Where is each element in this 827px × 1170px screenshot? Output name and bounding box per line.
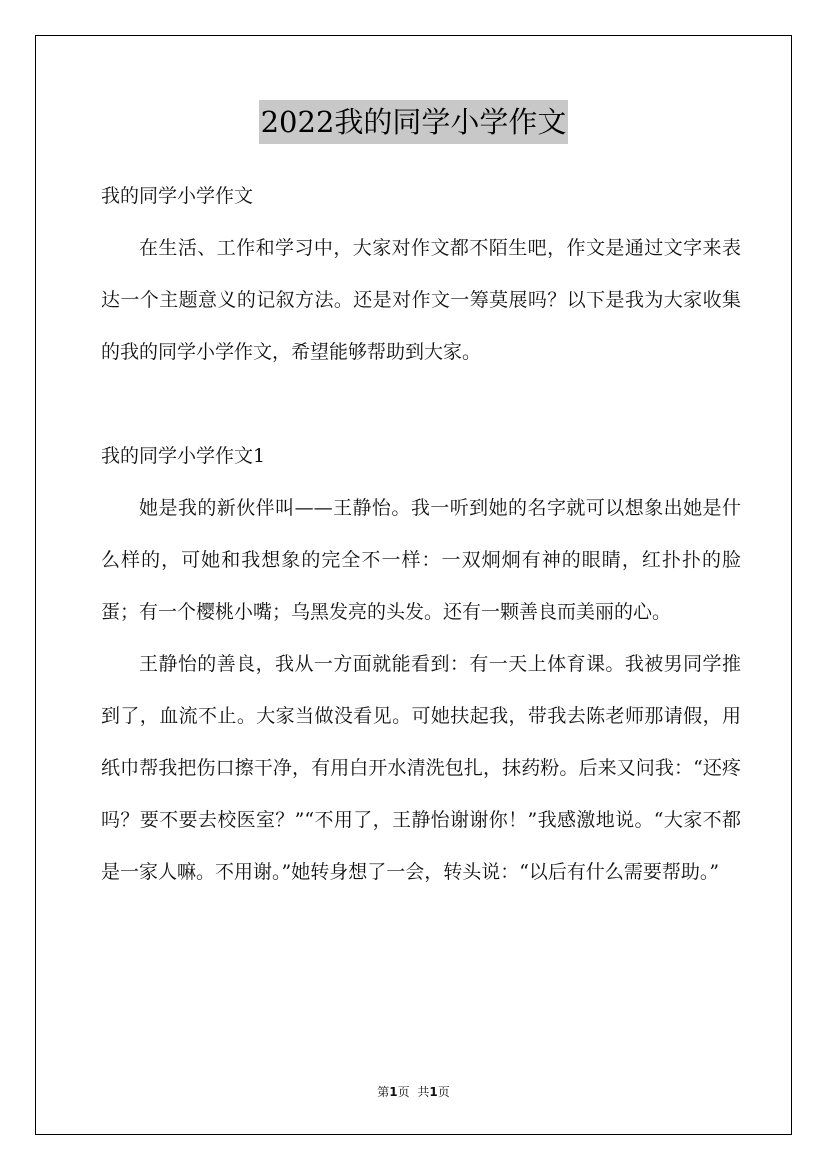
footer-page-suffix: 页 <box>397 1085 410 1099</box>
intro-paragraph: 在生活、工作和学习中，大家对作文都不陌生吧，作文是通过文字来表达一个主题意义的记叙方法。还是对作文一筹莫展吗？以下是我为大家收集的我的同学小学作文，希望能够帮助到大家。 <box>101 237 741 363</box>
document-body <box>101 170 741 898</box>
footer-page-number: 1 <box>389 1085 398 1099</box>
section-heading: 我的同学小学作文1 <box>101 445 266 467</box>
title-container <box>0 100 827 144</box>
document-title: 2022我的同学小学作文 <box>259 100 569 144</box>
section-spacer <box>101 378 741 430</box>
section-paragraph-2: 王静怡的善良，我从一方面就能看到：有一天上体育课。我被男同学推到了，血流不止。大家当做没看见。可她扶起我，带我去陈老师那请假，用纸巾帮我把伤口擦干净，有用白开水清洗包扎，抹药粉。后来又问我：“还疼吗？要不要去校医室？”“不用了，王静怡谢谢你！”我感激地说。“大家不都是一家人嘛。不用谢。”她转身想了一会，转头说：“以后有什么需要帮助。” <box>101 653 741 883</box>
intro-heading: 我的同学小学作文 <box>101 185 254 207</box>
section-paragraph-1: 她是我的新伙伴叫——王静怡。我一听到她的名字就可以想象出她是什么样的，可她和我想象的完全不一样：一双炯炯有神的眼睛，红扑扑的脸蛋；有一个樱桃小嘴；乌黑发亮的头发。还有一颗善良而美丽的心。 <box>101 497 741 623</box>
footer-total-suffix: 页 <box>437 1085 450 1099</box>
page-footer <box>0 1083 827 1101</box>
footer-page-prefix: 第 <box>377 1085 390 1099</box>
footer-total-prefix: 共 <box>417 1085 430 1099</box>
footer-total-pages: 1 <box>429 1085 438 1099</box>
